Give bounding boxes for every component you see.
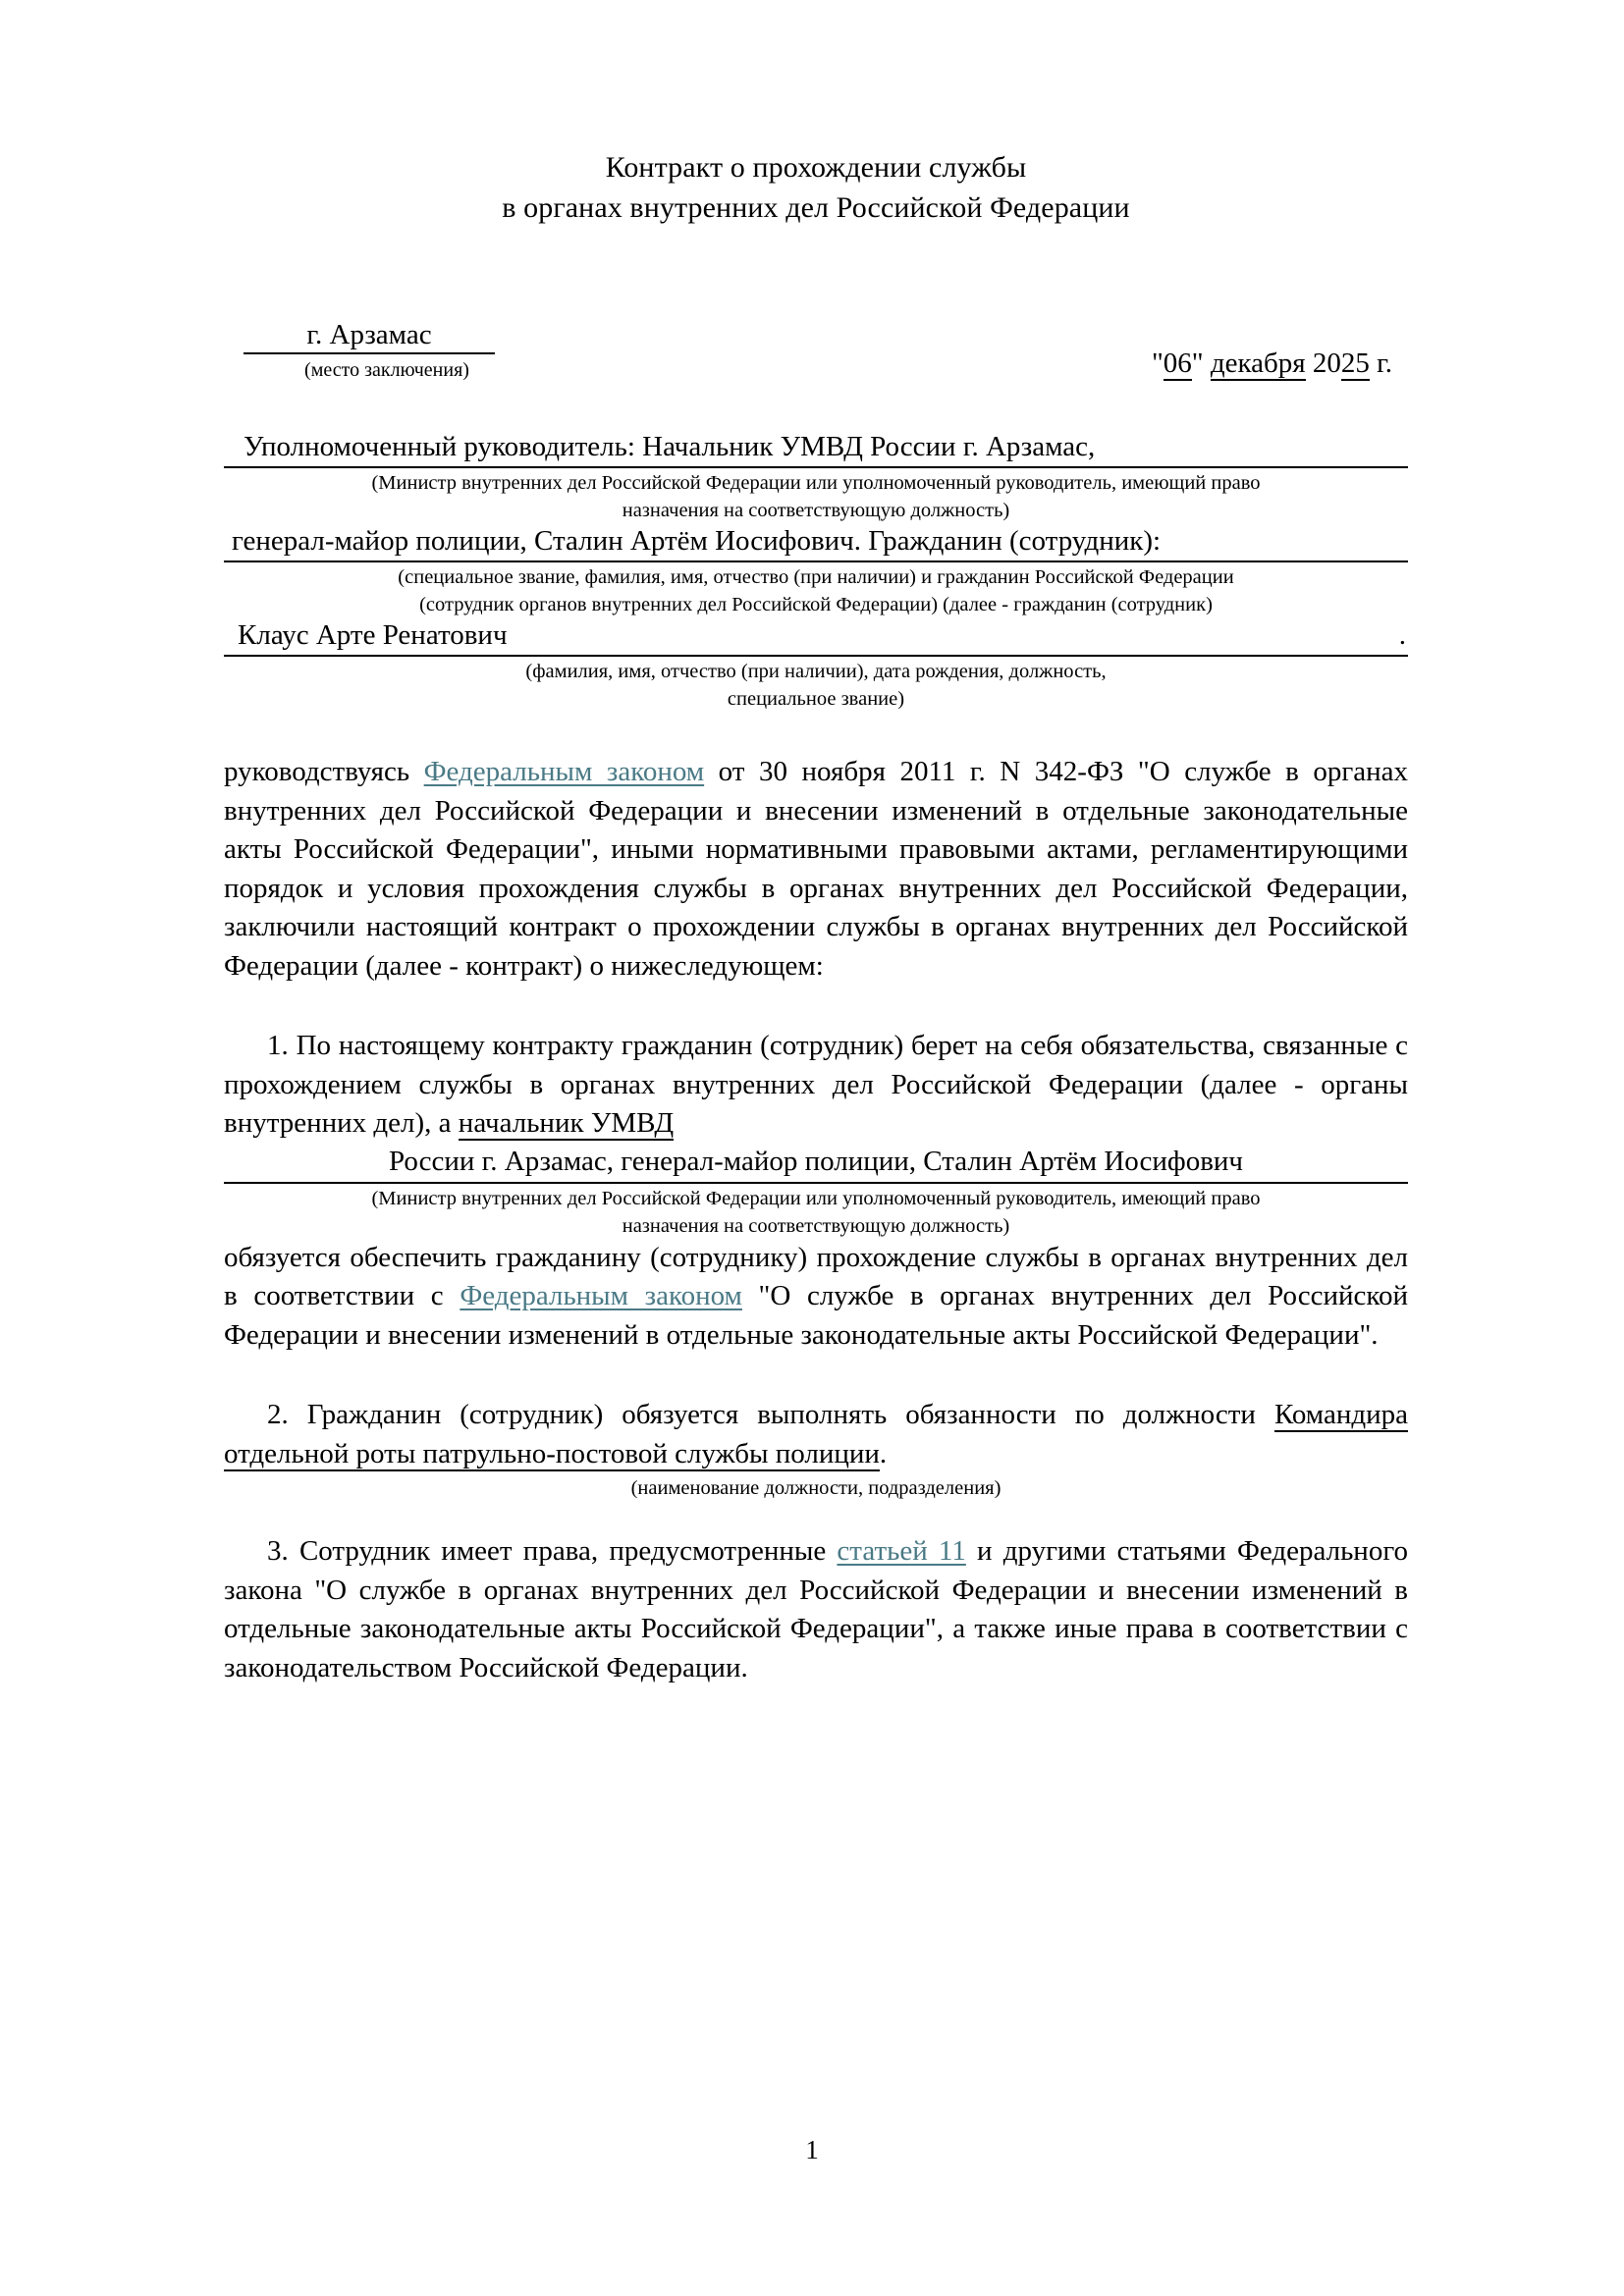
authorized-head-caption-line-2: назначения на соответствующую должность) bbox=[622, 500, 1010, 521]
clause-3-paragraph bbox=[224, 1532, 1408, 1687]
clause-2-text-end: . bbox=[879, 1437, 888, 1469]
clause-1-text-part-1: По настоящему контракту гражданин (сотрудник) берет на себя обязательства, связанные с прохождением службы в органах внутренних дел Российской Федерации (далее - органы внутренних дел), а bbox=[224, 1030, 1408, 1139]
federal-law-link[interactable]: Федеральным законом bbox=[423, 756, 705, 787]
rank-caption-line-1: (специальное звание, фамилия, имя, отчество (при наличии) и гражданин Российской Федерации bbox=[398, 566, 1234, 588]
page-title bbox=[224, 147, 1408, 228]
citizen-caption-line-1: (фамилия, имя, отчество (при наличии), дата рождения, должность, bbox=[525, 661, 1107, 682]
clause-1-caption-line-2: назначения на соответствующую должность) bbox=[622, 1214, 1010, 1237]
citizen-name-trailing-dot: . bbox=[1398, 619, 1406, 651]
rank-and-name-line: генерал-майор полиции, Сталин Артём Иосифович. Гражданин (сотрудник): bbox=[224, 523, 1408, 562]
clause-1-text-after-link: "О службе в органах внутренних дел Российской Федерации и внесении изменений в отдельные законодательные акты Российской Федерации". bbox=[224, 1280, 1408, 1351]
date-day: 06 bbox=[1163, 347, 1192, 379]
date-year-suffix: 25 bbox=[1340, 347, 1370, 379]
date-suffix: г. bbox=[1369, 347, 1392, 379]
date-year-prefix: 20 bbox=[1312, 347, 1341, 379]
preamble-text-before-link: руководствуясь bbox=[224, 756, 424, 787]
rank-caption-line-2: (сотрудник органов внутренних дел Российской Федерации) (далее - гражданин (сотрудник) bbox=[419, 594, 1213, 615]
clause-3-number: 3. bbox=[267, 1535, 289, 1567]
clause-2-underlined-position: Командира отдельной роты патрульно-постовой службы полиции bbox=[224, 1399, 1408, 1469]
page-number: 1 bbox=[805, 2135, 819, 2164]
clause-1-text-before-link: обязуется обеспечить гражданину (сотруднику) прохождение службы в органах внутренних дел в соответствии с bbox=[224, 1241, 1408, 1311]
clause-1-number: 1. bbox=[267, 1030, 289, 1061]
federal-law-link-2[interactable]: Федеральным законом bbox=[460, 1280, 742, 1311]
date-quote-close: " bbox=[1191, 347, 1204, 379]
citizen-name-line bbox=[224, 617, 1408, 657]
clause-2-number: 2. bbox=[267, 1399, 289, 1430]
place-caption: (место заключения) bbox=[304, 359, 469, 381]
authorized-head-caption-line-1: (Министр внутренних дел Российской Федерации или уполномоченный руководитель, имеющий право bbox=[371, 472, 1261, 494]
preamble-paragraph bbox=[224, 753, 1408, 986]
clause-3-text-after-link: и другими статьями Федерального закона "О службе в органах внутренних дел Российской Федерации и внесении изменений в отдельные законодательные акты Российской Федерации", а также иные права в соответствии с законодательством Российской Федерации. bbox=[224, 1535, 1409, 1683]
date-block bbox=[1152, 347, 1408, 382]
authorized-head-line: Уполномоченный руководитель: Начальник УМВД России г. Арзамас, bbox=[224, 429, 1408, 468]
clause-3-text-before-link: Сотрудник имеет права, предусмотренные bbox=[288, 1535, 838, 1567]
clause-2-caption: (наименование должности, подразделения) bbox=[630, 1477, 1001, 1499]
date-quote-open: " bbox=[1151, 347, 1164, 379]
article-11-link[interactable]: статьей 11 bbox=[837, 1535, 966, 1567]
clause-1-continuation-paragraph bbox=[224, 1239, 1408, 1356]
officials-block bbox=[224, 429, 1408, 712]
date-month: декабря bbox=[1210, 347, 1306, 379]
title-line-1: Контракт о прохождении службы bbox=[605, 151, 1027, 184]
place-value: г. Арзамас bbox=[244, 318, 495, 354]
clause-1-paragraph bbox=[224, 1027, 1408, 1144]
clause-2-text: Гражданин (сотрудник) обязуется выполнять обязанности по должности bbox=[288, 1399, 1274, 1430]
place-and-date-row bbox=[224, 318, 1408, 382]
clause-1-caption-line-1: (Министр внутренних дел Российской Федерации или уполномоченный руководитель, имеющий право bbox=[371, 1187, 1261, 1209]
clause-1-underlined-head-2: России г. Арзамас, генерал-майор полиции, Сталин Артём Иосифович bbox=[224, 1144, 1408, 1184]
citizen-name-value: Клаус Арте Ренатович bbox=[238, 619, 508, 651]
preamble-text-after-link: от 30 ноября 2011 г. N 342-ФЗ "О службе в органах внутренних дел Российской Федерации и внесении изменений в отдельные законодательные акты Российской Федерации", иными нормативными правовыми актами, регламентирующими порядок и условия прохождения службы в органах внутренних дел Российской Федерации, заключили настоящий контракт о прохождении службы в органах внутренних дел Российской Федерации (далее - контракт) о нижеследующем: bbox=[224, 756, 1408, 982]
title-line-2: в органах внутренних дел Российской Федерации bbox=[502, 191, 1130, 224]
place-block bbox=[224, 318, 617, 382]
clause-2-paragraph bbox=[224, 1396, 1408, 1473]
document-content bbox=[224, 0, 1408, 1687]
citizen-caption-line-2: специальное звание) bbox=[727, 688, 905, 710]
clause-1-underlined-head-1: начальник УМВД bbox=[458, 1107, 675, 1139]
